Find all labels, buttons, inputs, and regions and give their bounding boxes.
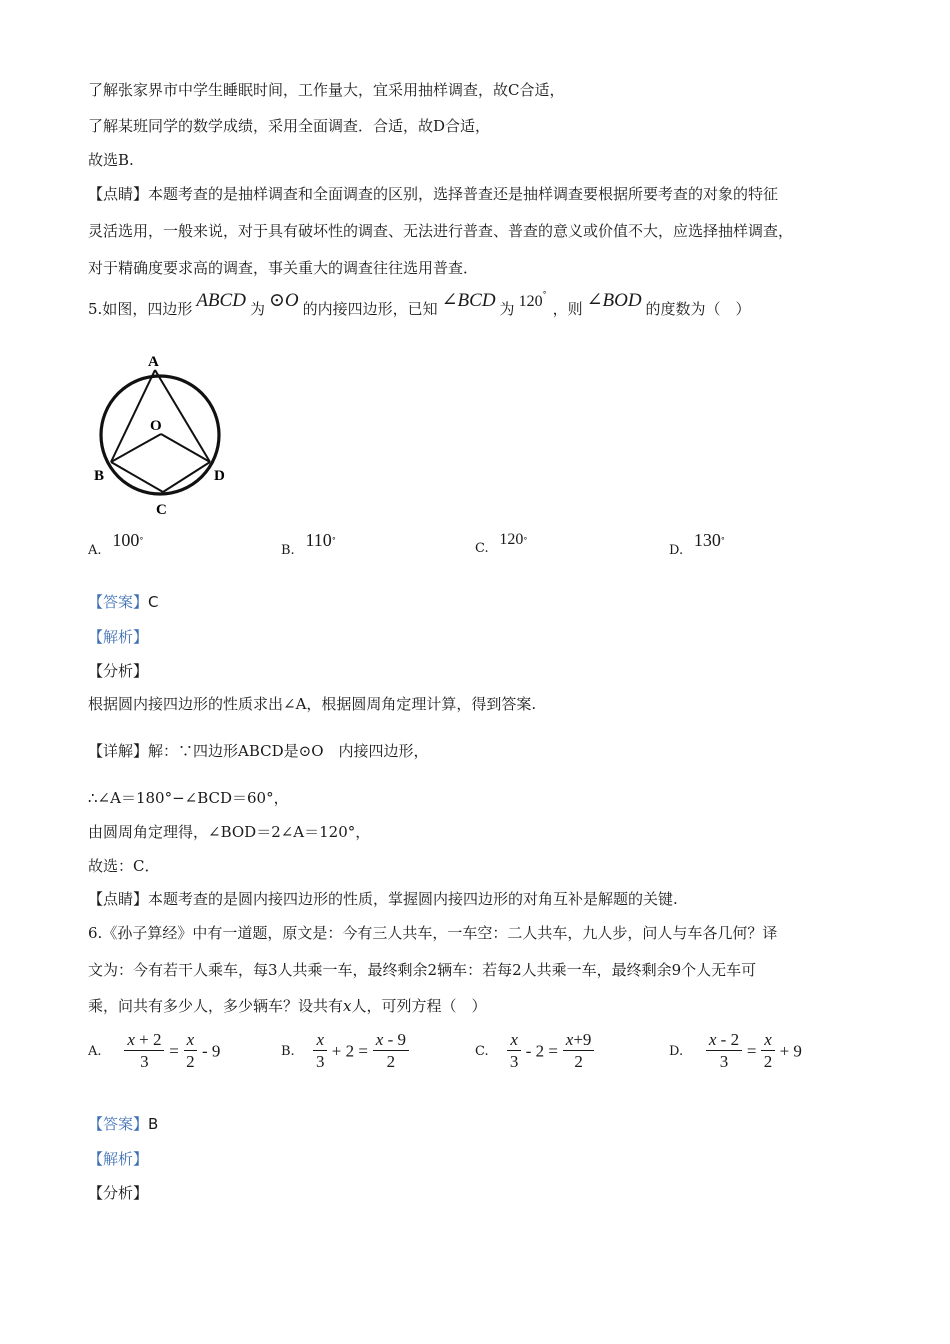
degree-mark: ° (523, 536, 528, 545)
option-label: D. (669, 1044, 684, 1059)
comment-tag: 【点睛】 (88, 185, 149, 203)
middle-term: + 2 = (331, 1041, 368, 1061)
q6-jiexi: 【解析】 (88, 1150, 149, 1168)
q6-stem-text-3a: 乘，问共有多少人，多少辆车？设共有 (88, 997, 344, 1015)
fraction-left (124, 1030, 164, 1073)
q5-deg-mark: ° (542, 290, 547, 299)
denominator: 2 (574, 1052, 583, 1071)
q5-step-1: ∴∠A＝180°−∠BCD＝60°， (88, 789, 289, 807)
q6-stem-3 (88, 996, 487, 1016)
option-value: 130 (693, 530, 721, 550)
segment-ad (155, 370, 210, 462)
equals-sign: = (169, 1041, 179, 1061)
answer-tag: 【答案】 (88, 593, 149, 611)
option-label: C. (475, 541, 489, 556)
q5-math-bod: ∠BOD (586, 290, 642, 311)
q5-detail (88, 741, 429, 761)
q5-stem-e: ，则 (552, 300, 583, 318)
prev-comment-2: 灵活选用，一般来说，对于具有破坏性的调查、无法进行普查、普查的意义或价值不大，应选择抽样调查， (88, 222, 794, 240)
q5-option-b[interactable] (281, 530, 336, 559)
q5-option-a[interactable] (88, 530, 144, 559)
q5-stem-d: 为 (499, 300, 515, 318)
option-label: C. (475, 1044, 489, 1059)
tail-term: - 9 (201, 1041, 221, 1061)
fraction-right (373, 1030, 409, 1073)
fraction-right (563, 1030, 595, 1073)
denominator: 2 (763, 1052, 773, 1071)
fraction-right (761, 1030, 775, 1073)
q5-stem-b: 为 (249, 300, 265, 318)
numerator: x - 2 (706, 1030, 742, 1051)
option-label: B. (281, 1044, 295, 1059)
q6-fenxi: 【分析】 (88, 1184, 149, 1202)
q5-math-120: 120 (518, 293, 543, 310)
q6-stem-1 (88, 923, 777, 943)
denominator: 2 (386, 1052, 396, 1071)
q5-stem-f: 的度数为（ ） (645, 300, 751, 318)
q6-option-a[interactable] (88, 1030, 220, 1073)
q6-number: 6. (88, 924, 103, 942)
q5-math-bcd: ∠BCD (441, 290, 496, 311)
denominator: 2 (186, 1052, 195, 1071)
q6-option-b[interactable] (281, 1030, 409, 1073)
option-value: 110 (305, 530, 332, 550)
label-a: A (148, 354, 159, 370)
q5-fenxi: 【分析】 (88, 662, 149, 680)
option-label: B. (281, 543, 295, 558)
q5-answer (88, 592, 159, 612)
q5-comment (88, 889, 678, 909)
q6-stem-text-1: 《孙子算经》中有一道题，原文是：今有三人共车，一车空：二人共车，九人步，问人与车各几何？译 (102, 924, 778, 942)
label-o: O (150, 418, 162, 434)
q5-option-d[interactable] (669, 530, 725, 559)
comment-tag: 【点睛】 (88, 890, 149, 908)
middle-term: - 2 = (525, 1041, 558, 1061)
q5-number: 5. (88, 300, 103, 318)
label-b: B (94, 468, 105, 484)
q5-jiexi: 【解析】 (88, 628, 149, 646)
denominator: 3 (315, 1052, 325, 1071)
fraction-left (313, 1030, 327, 1073)
q5-stem-a: 如图，四边形 (102, 300, 193, 318)
degree-mark: ° (331, 536, 336, 545)
denominator: 3 (719, 1052, 729, 1071)
prev-line-d: 了解某班同学的数学成绩，采用全面调查．合适，故D合适， (88, 117, 491, 135)
q6-stem-2: 文为：今有若干人乘车，每3人共乘一车，最终剩余2辆车：若每2人共乘一车，最终剩余9个人无车可 (88, 961, 757, 979)
q6-variable-x: x (343, 997, 352, 1015)
numerator: x (761, 1030, 775, 1051)
numerator: x (507, 1030, 521, 1051)
q6-answer (88, 1114, 158, 1134)
option-value: 100 (112, 530, 140, 550)
q5-analysis: 根据圆内接四边形的性质求出∠A，根据圆周角定理计算，得到答案. (88, 695, 537, 713)
numerator: x (184, 1030, 198, 1051)
numerator: x+9 (563, 1030, 595, 1051)
prev-comment-3: 对于精确度要求高的调查，事关重大的调查往往选用普查． (88, 259, 479, 277)
detail-tag: 【详解】 (88, 742, 149, 760)
equals-sign: = (746, 1041, 757, 1061)
answer-value: C (148, 593, 159, 611)
q5-math-abcd: ABCD (196, 290, 246, 311)
numerator: x (313, 1030, 327, 1051)
prev-choice: 故选B. (88, 151, 134, 169)
prev-comment (88, 184, 778, 204)
numerator: x - 9 (373, 1030, 409, 1051)
denominator: 3 (140, 1052, 149, 1071)
label-d: D (214, 468, 225, 484)
comment-text: 本题考查的是圆内接四边形的性质，掌握圆内接四边形的对角互补是解题的关键. (148, 890, 678, 908)
label-c: C (156, 502, 167, 518)
degree-mark: ° (720, 536, 725, 545)
numerator: x + 2 (124, 1030, 164, 1051)
q5-math-circle: ⊙O (268, 290, 299, 311)
detail-text: 解：∵四边形ABCD是⊙O 内接四边形， (148, 742, 429, 760)
q5-stem-c: 的内接四边形，已知 (302, 300, 438, 318)
q6-option-d[interactable] (669, 1030, 802, 1073)
degree-mark: ° (139, 536, 144, 545)
q5-step-2: 由圆周角定理得，∠BOD＝2∠A＝120°， (88, 823, 371, 841)
option-label: A. (88, 1044, 102, 1059)
option-value: 120 (499, 531, 524, 548)
option-label: A. (88, 543, 102, 558)
prev-line-c: 了解张家界市中学生睡眠时间，工作量大，宜采用抽样调查，故C合适， (88, 81, 565, 99)
q6-stem-text-3b: 人，可列方程（ ） (351, 997, 487, 1015)
answer-value: B (148, 1115, 159, 1133)
fraction-right (184, 1030, 198, 1073)
tail-term: + 9 (779, 1041, 802, 1061)
q5-option-c[interactable] (475, 531, 528, 557)
q6-option-c[interactable] (475, 1030, 594, 1073)
q5-figure (88, 348, 248, 520)
fraction-left (706, 1030, 742, 1073)
q5-step-3: 故选：C． (88, 857, 160, 875)
answer-tag: 【答案】 (88, 1115, 149, 1133)
fraction-left (507, 1030, 521, 1073)
q5-stem (88, 290, 751, 325)
comment-text: 本题考查的是抽样调查和全面调查的区别，选择普查还是抽样调查要根据所要考查的对象的特征 (148, 185, 779, 203)
option-label: D. (669, 543, 684, 558)
denominator: 3 (509, 1052, 519, 1071)
